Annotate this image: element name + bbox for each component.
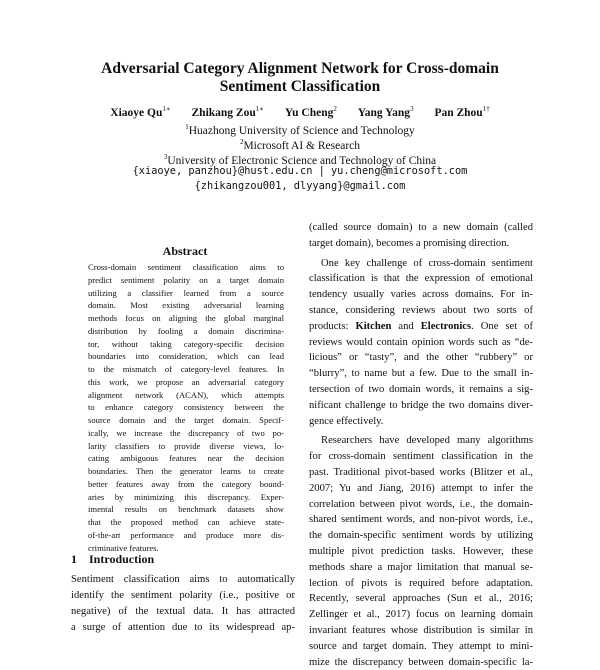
section-number: 1 [71, 552, 77, 566]
email-line: {xiaoye, panzhou}@hust.edu.cn | yu.cheng@microsoft.com [132, 165, 468, 177]
text-line: larity classifiers to provide diverse views, lo- [88, 440, 284, 451]
author-name: Pan Zhou [434, 106, 483, 119]
text-line: this work, we propose an adversarial category [88, 376, 284, 387]
author [192, 107, 265, 119]
section-title: Introduction [89, 552, 155, 566]
text-line [309, 319, 533, 335]
text-line: target domain), becomes a promising direction. [309, 237, 510, 249]
text-line: a surge of attention due to its widespread ap- [71, 622, 295, 633]
author-name: Xiaoye Qu [110, 106, 163, 119]
author-mark: 1∗ [255, 105, 265, 113]
text-line: mize the discrepancy between domain-specific la- [309, 656, 533, 668]
affiliation-text: Huazhong University of Science and Technology [188, 124, 415, 137]
text-line: to the mismatch of category-level features. In [88, 364, 284, 374]
text-line: boundaries. Then the generator learns to create [88, 466, 284, 476]
text-line: source and target domain. They attempt to mini- [309, 640, 533, 652]
text-line: alignment network (ACAN), which attempts [88, 389, 284, 400]
author [434, 107, 489, 119]
text-line: source domain and the target domain. Specif- [88, 415, 284, 425]
text-line: tersection of two domain words, it remains a sig- [309, 383, 533, 395]
text-line: the domain-specific sentiment words by utilizing [309, 530, 533, 542]
text-line: Researchers have developed many algorithms [321, 435, 533, 447]
product-kitchen: Kitchen [355, 320, 392, 332]
intro-left-column [71, 572, 295, 636]
text-line: tendency usually varies across domains. For in- [309, 289, 533, 301]
text-line: licious” or “tasty”, and the other “rubbery” or [309, 352, 533, 364]
products-prefix: products: [309, 320, 349, 332]
text-line: lection of pivots is required before adaptation. [309, 577, 533, 589]
author-mark: 2 [333, 105, 337, 113]
text-line: reviews would contain opinion words such as “de- [309, 336, 533, 348]
text-line: gence effectively. [309, 415, 384, 427]
text-line: imental results on benchmark datasets show [88, 504, 284, 515]
affiliation-text: University of Electronic Science and Technology of China [167, 154, 437, 167]
author-mark: 3 [410, 105, 414, 113]
right-column [309, 220, 533, 670]
text-line: One key challenge of cross-domain sentiment [321, 257, 533, 269]
text-line: stance, considering reviews about two sorts of [309, 304, 533, 316]
author-mark: 1∗ [162, 105, 171, 113]
text-line: distribution by fooling a domain discrimina- [88, 325, 284, 336]
and-word: and [398, 320, 414, 332]
abstract-heading: Abstract [162, 244, 208, 258]
author-name: Yu Cheng [284, 106, 334, 119]
text-line: domain. Most existing adversarial learning [88, 300, 284, 311]
text-line: classification is that the expression of emotional [309, 273, 533, 285]
affiliation-text: Microsoft AI & Research [243, 139, 361, 152]
text-line: Zellinger et al., 2017) focus on learning domain [309, 609, 533, 621]
text-line: nificant challenge to bridge the two domains diver- [309, 399, 533, 411]
author-name: Yang Yang [357, 106, 411, 119]
paper-title [80, 60, 520, 96]
text-line: multiple pivot prediction tasks. However, these [309, 545, 533, 557]
text-line: better features away from the category bound- [88, 478, 284, 489]
text-line: negative) of the textual data. It has attracted [71, 606, 295, 617]
text-line: methods focus on aligning the global marginal [88, 313, 284, 323]
author [285, 107, 337, 119]
text-line: 2007; Yu and Jiang, 2016) attempt to infer the [309, 482, 533, 494]
author-list [60, 105, 540, 119]
author [110, 107, 170, 119]
email-line: {zhikangzou001, dlyyang}@gmail.com [194, 180, 406, 192]
affiliation-mark: 2 [239, 138, 244, 146]
text-line: cating ambiguous features near the decision [88, 453, 284, 464]
paragraph-related-work [309, 433, 533, 670]
text-line: identify the sentiment polarity (i.e., positive or [71, 590, 295, 601]
product-electronics: Electronics [420, 320, 472, 332]
text-line: to enhance category consistency between the [88, 402, 284, 413]
author-mark: 1† [482, 105, 490, 113]
text-line: that the proposed method can achieve state- [88, 517, 284, 527]
text-line: past. Traditional pivot-based works (Blitzer et al., [309, 466, 533, 478]
text-line: methods share a major limitation that manual se- [309, 561, 533, 573]
text-line: shared sentiment words, and non-pivot words, i.e., [309, 514, 533, 526]
text-line: (called source domain) to a new domain (called [309, 222, 533, 233]
text-line: correlation between pivot words, i.e., the domain- [309, 498, 533, 510]
section-heading [71, 552, 154, 567]
text-line: boundaries into consideration, which can lead [88, 351, 284, 362]
text-line: ically, we increase the discrepancy of two po- [88, 427, 284, 438]
text-line: of-the-art performance and produce more dis- [88, 529, 284, 540]
text-line: Recently, several approaches (Sun et al., 2016; [309, 593, 533, 605]
text-line: utilizing a classifier learned from a source [88, 287, 284, 298]
author [358, 107, 414, 119]
text-line: Sentiment classification aims to automatically [71, 574, 295, 585]
text-line: criminative features. [88, 542, 159, 553]
text-line: for cross-domain sentiment classification in the [309, 451, 533, 463]
title-line: Sentiment Classification [219, 78, 381, 95]
text-line: tor, without taking category-specific decision [88, 338, 284, 349]
abstract-body [88, 261, 284, 554]
title-line: Adversarial Category Alignment Network for Cross-domain [101, 60, 499, 77]
affiliation-mark: 3 [163, 153, 168, 161]
text-line: aries by minimizing this discrepancy. Exper- [88, 491, 284, 502]
text-line: predict sentiment polarity on a target domain [88, 274, 284, 285]
text-line: invariant features whose distribution is similar in [309, 624, 533, 636]
text-line: Cross-domain sentiment classification aims to [88, 262, 284, 272]
products-suffix: . One set of [471, 320, 533, 332]
text-line: “blurry”, to name but a few. Due to the small in- [309, 368, 533, 380]
affiliation-mark: 1 [185, 123, 189, 131]
author-name: Zhikang Zou [191, 106, 256, 119]
